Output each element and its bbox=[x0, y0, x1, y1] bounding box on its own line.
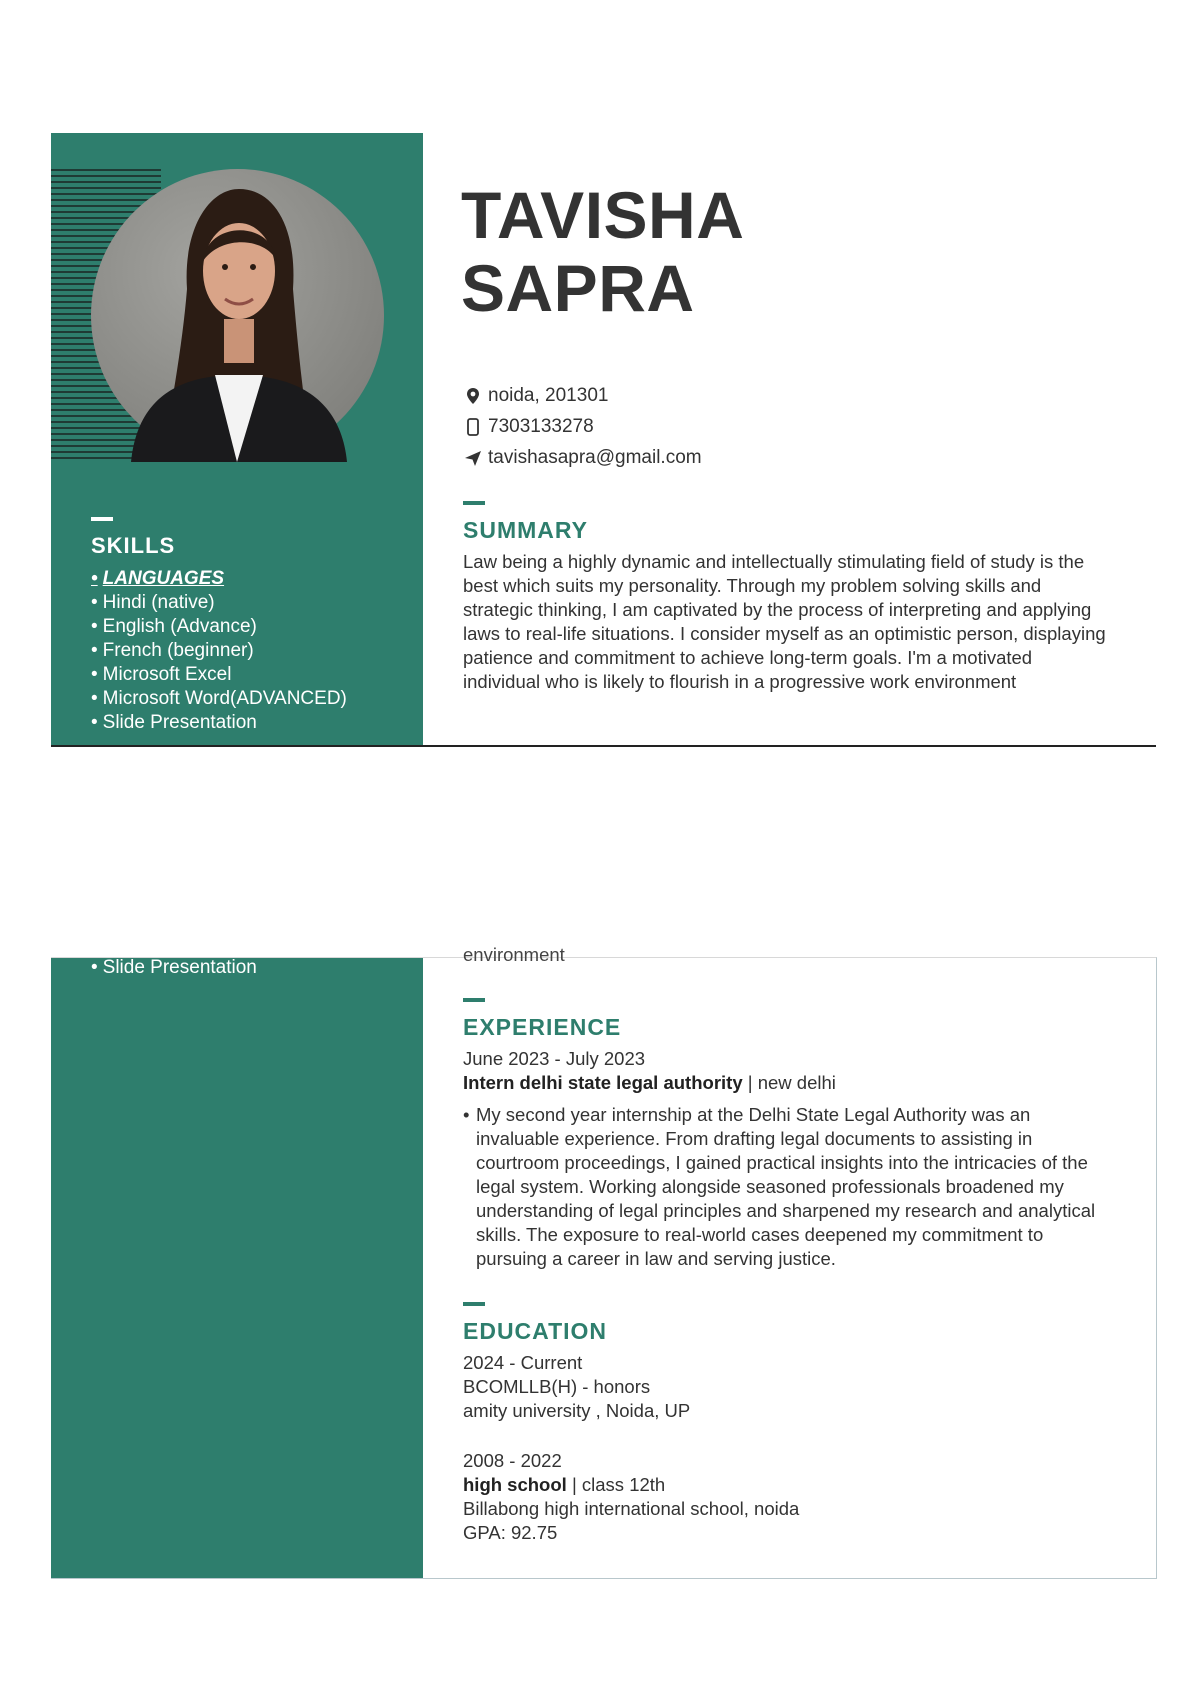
contact-info bbox=[463, 380, 702, 473]
experience-role: Intern delhi state legal authority bbox=[463, 1072, 743, 1093]
education-dates: 2008 - 2022 bbox=[463, 1450, 562, 1471]
phone-text: 7303133278 bbox=[488, 415, 594, 437]
profile-photo bbox=[91, 169, 384, 462]
separator: | bbox=[566, 1474, 582, 1495]
skill-item: • English (Advance) bbox=[91, 615, 347, 639]
education-detail: class 12th bbox=[581, 1474, 666, 1495]
education-entry bbox=[463, 1449, 1106, 1545]
education-institution: amity university , Noida, UP bbox=[463, 1400, 691, 1421]
experience-dates: June 2023 - July 2023 bbox=[463, 1048, 646, 1069]
mobile-phone-icon bbox=[463, 417, 483, 437]
education-gpa: GPA: 92.75 bbox=[463, 1522, 558, 1543]
section-accent bbox=[463, 1302, 485, 1306]
experience-location: new delhi bbox=[757, 1072, 836, 1093]
skill-item: • Hindi (native) bbox=[91, 591, 347, 615]
skills-section bbox=[91, 517, 347, 735]
skill-item: • Microsoft Excel bbox=[91, 663, 347, 687]
location-text: noida, 201301 bbox=[488, 384, 609, 406]
contact-email bbox=[463, 442, 702, 473]
education-section bbox=[463, 1302, 1106, 1545]
education-degree-line bbox=[463, 1473, 1106, 1497]
education-dates: 2024 - Current bbox=[463, 1352, 583, 1373]
contact-location bbox=[463, 380, 702, 411]
section-accent bbox=[91, 517, 113, 521]
education-degree: BCOMLLB(H) - honors bbox=[463, 1376, 651, 1397]
candidate-name bbox=[461, 179, 744, 325]
experience-description: • My second year internship at the Delhi State Legal Authority was an invaluable experience. From drafting legal documents to assisting in courtroom proceedings, I gained practical insights into the intricacies of the legal system. Working alongside seasoned professionals broadened my understanding of legal principles and sharpened my research and analytical skills. The exposure to real-world cases deepened my commitment to pursuing a career in law and serving justice. bbox=[463, 1103, 1106, 1271]
section-accent bbox=[463, 501, 485, 505]
sidebar bbox=[51, 958, 423, 1578]
section-accent bbox=[463, 998, 485, 1002]
education-institution: Billabong high international school, noida bbox=[463, 1498, 800, 1519]
education-degree: high school bbox=[463, 1474, 567, 1495]
skill-item: • Microsoft Word(ADVANCED) bbox=[91, 687, 347, 711]
location-pin-icon bbox=[463, 386, 483, 406]
experience-section bbox=[463, 998, 1106, 1271]
resume-page-1 bbox=[51, 133, 1156, 747]
skill-item: • LANGUAGES bbox=[91, 567, 347, 591]
skill-item: • French (beginner) bbox=[91, 639, 347, 663]
last-name: SAPRA bbox=[461, 251, 695, 325]
contact-phone bbox=[463, 411, 702, 442]
summary-section bbox=[463, 501, 1106, 694]
send-icon bbox=[463, 448, 483, 468]
first-name: TAVISHA bbox=[461, 178, 745, 252]
education-entry bbox=[463, 1351, 1106, 1423]
education-title: EDUCATION bbox=[463, 1318, 608, 1344]
separator: | bbox=[742, 1072, 758, 1093]
skill-item-continued: • Slide Presentation bbox=[91, 956, 257, 980]
main-content bbox=[423, 133, 1156, 745]
portrait-illustration bbox=[91, 169, 384, 462]
summary-overflow-text: environment bbox=[463, 944, 565, 965]
experience-title: EXPERIENCE bbox=[463, 1014, 622, 1040]
spacer bbox=[463, 1423, 1106, 1449]
summary-text: Law being a highly dynamic and intellectually stimulating field of study is the best which suits my personality. Through my problem solving skills and strategic thinking, I am captivated by the process of interpreting and applying laws to real-life situations. I consider myself as an optimistic person, displaying patience and commitment to achieve long-term goals. I'm a motivated individual who is likely to flourish in a progressive work environment bbox=[463, 551, 1106, 692]
skills-title: SKILLS bbox=[91, 533, 176, 558]
experience-role-line bbox=[463, 1071, 1106, 1095]
skill-item: • Slide Presentation bbox=[91, 711, 347, 735]
summary-title: SUMMARY bbox=[463, 517, 588, 543]
resume-page-2 bbox=[51, 944, 1157, 1579]
skills-list bbox=[91, 567, 347, 735]
main-content bbox=[423, 944, 1156, 1578]
email-text[interactable]: tavishasapra@gmail.com bbox=[488, 446, 702, 468]
sidebar bbox=[51, 133, 423, 745]
